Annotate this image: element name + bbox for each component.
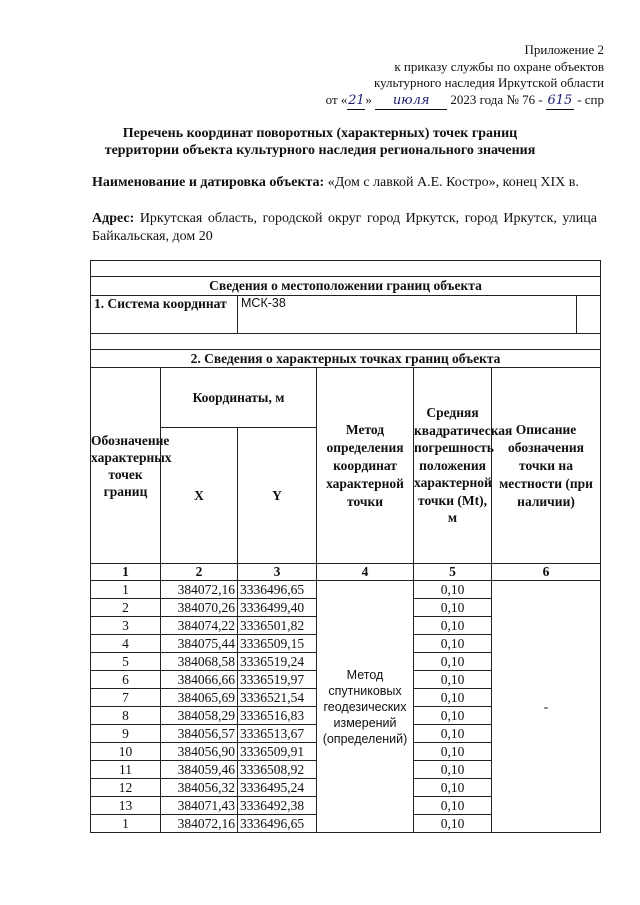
date-suffix: - спр xyxy=(577,91,604,107)
col-number: 3 xyxy=(238,564,317,581)
col-number: 1 xyxy=(91,564,161,581)
description-cell: - xyxy=(492,581,601,833)
point-x: 384056,90 xyxy=(161,743,238,761)
point-error: 0,10 xyxy=(414,743,492,761)
point-x: 384072,16 xyxy=(161,581,238,599)
point-error: 0,10 xyxy=(414,725,492,743)
point-x: 384075,44 xyxy=(161,635,238,653)
points-body xyxy=(91,581,601,833)
date-month: июля xyxy=(375,93,447,111)
document-title xyxy=(0,125,640,159)
point-number: 6 xyxy=(91,671,161,689)
boundary-points-table xyxy=(90,260,601,833)
column-header-row-1 xyxy=(91,368,601,428)
point-x: 384059,46 xyxy=(161,761,238,779)
coordinate-system-row xyxy=(91,296,601,334)
order-number: 615 xyxy=(546,93,574,111)
point-y: 3336519,24 xyxy=(238,653,317,671)
point-error: 0,10 xyxy=(414,779,492,797)
point-error: 0,10 xyxy=(414,599,492,617)
col-header-error: Средняя квадратическая погрешность положения характерной точки (Mt), м xyxy=(414,368,492,564)
point-error: 0,10 xyxy=(414,707,492,725)
point-y: 3336509,15 xyxy=(238,635,317,653)
point-number: 9 xyxy=(91,725,161,743)
point-y: 3336508,92 xyxy=(238,761,317,779)
location-header-row xyxy=(91,277,601,296)
col-header-x: X xyxy=(161,428,238,564)
point-x: 384072,16 xyxy=(161,815,238,833)
col-header-coords: Координаты, м xyxy=(161,368,317,428)
point-error: 0,10 xyxy=(414,797,492,815)
point-number: 4 xyxy=(91,635,161,653)
column-numbers-row xyxy=(91,564,601,581)
col-number: 4 xyxy=(317,564,414,581)
point-y: 3336516,83 xyxy=(238,707,317,725)
date-year-text: 2023 года № 76 - xyxy=(450,91,543,107)
appendix-date-line xyxy=(326,92,604,111)
date-close-quote: » xyxy=(365,91,372,107)
point-error: 0,10 xyxy=(414,689,492,707)
col-header-y: Y xyxy=(238,428,317,564)
date-day: 21 xyxy=(347,93,365,111)
point-x: 384056,57 xyxy=(161,725,238,743)
point-number: 11 xyxy=(91,761,161,779)
point-error: 0,10 xyxy=(414,653,492,671)
point-number: 5 xyxy=(91,653,161,671)
point-y: 3336521,54 xyxy=(238,689,317,707)
point-y: 3336496,65 xyxy=(238,815,317,833)
point-x: 384070,26 xyxy=(161,599,238,617)
point-x: 384066,66 xyxy=(161,671,238,689)
table-spacer-row xyxy=(91,261,601,277)
point-number: 3 xyxy=(91,617,161,635)
point-error: 0,10 xyxy=(414,815,492,833)
title-line-1: Перечень координат поворотных (характерных) точек границ xyxy=(122,126,518,141)
point-y: 3336519,97 xyxy=(238,671,317,689)
system-value: МСК-38 xyxy=(238,296,577,334)
col-number: 6 xyxy=(492,564,601,581)
date-prefix: от « xyxy=(325,91,348,107)
system-label: 1. Система координат xyxy=(91,296,238,334)
point-x: 384068,58 xyxy=(161,653,238,671)
point-number: 1 xyxy=(91,815,161,833)
point-y: 3336492,38 xyxy=(238,797,317,815)
address-value: Иркутская область, городской округ город Иркутск, город Иркутск, улица Байкальская, дом 20 xyxy=(92,211,597,244)
point-x: 384058,29 xyxy=(161,707,238,725)
location-header: Сведения о местоположении границ объекта xyxy=(91,277,601,296)
table-spacer-row xyxy=(91,334,601,350)
point-number: 2 xyxy=(91,599,161,617)
col-number: 2 xyxy=(161,564,238,581)
points-header: 2. Сведения о характерных точках границ объекта xyxy=(91,350,601,368)
object-name-value: «Дом с лавкой А.Е. Костро», конец XIX в. xyxy=(327,175,579,190)
point-number: 8 xyxy=(91,707,161,725)
col-header-description: Описание обозначения точки на местности (при наличии) xyxy=(492,368,601,564)
point-number: 13 xyxy=(91,797,161,815)
appendix-line-2: к приказу службы по охране объектов xyxy=(394,58,604,74)
appendix-block xyxy=(326,42,604,110)
col-header-point: Обозначение характерных точек границ xyxy=(91,368,161,564)
point-y: 3336495,24 xyxy=(238,779,317,797)
address-label: Адрес: xyxy=(92,211,135,226)
point-number: 12 xyxy=(91,779,161,797)
object-address-paragraph xyxy=(92,210,597,246)
point-x: 384056,32 xyxy=(161,779,238,797)
point-error: 0,10 xyxy=(414,617,492,635)
point-number: 7 xyxy=(91,689,161,707)
point-number: 10 xyxy=(91,743,161,761)
object-name-paragraph xyxy=(92,174,597,192)
point-error: 0,10 xyxy=(414,635,492,653)
point-y: 3336501,82 xyxy=(238,617,317,635)
object-name-label: Наименование и датировка объекта: xyxy=(92,175,325,190)
point-x: 384074,22 xyxy=(161,617,238,635)
point-y: 3336499,40 xyxy=(238,599,317,617)
points-header-row xyxy=(91,350,601,368)
point-error: 0,10 xyxy=(414,761,492,779)
appendix-line-3: культурного наследия Иркутской области xyxy=(373,75,604,90)
table-row xyxy=(91,581,601,599)
point-y: 3336496,65 xyxy=(238,581,317,599)
point-error: 0,10 xyxy=(414,581,492,599)
point-y: 3336509,91 xyxy=(238,743,317,761)
title-line-2: территории объекта культурного наследия регионального значения xyxy=(104,143,536,158)
appendix-line-1: Приложение 2 xyxy=(524,42,604,57)
col-number: 5 xyxy=(414,564,492,581)
point-error: 0,10 xyxy=(414,671,492,689)
point-number: 1 xyxy=(91,581,161,599)
point-x: 384071,43 xyxy=(161,797,238,815)
col-header-method: Метод определения координат характерной точки xyxy=(317,368,414,564)
point-y: 3336513,67 xyxy=(238,725,317,743)
method-cell: Метод спутниковых геодезических измерений (определений) xyxy=(317,581,414,833)
point-x: 384065,69 xyxy=(161,689,238,707)
